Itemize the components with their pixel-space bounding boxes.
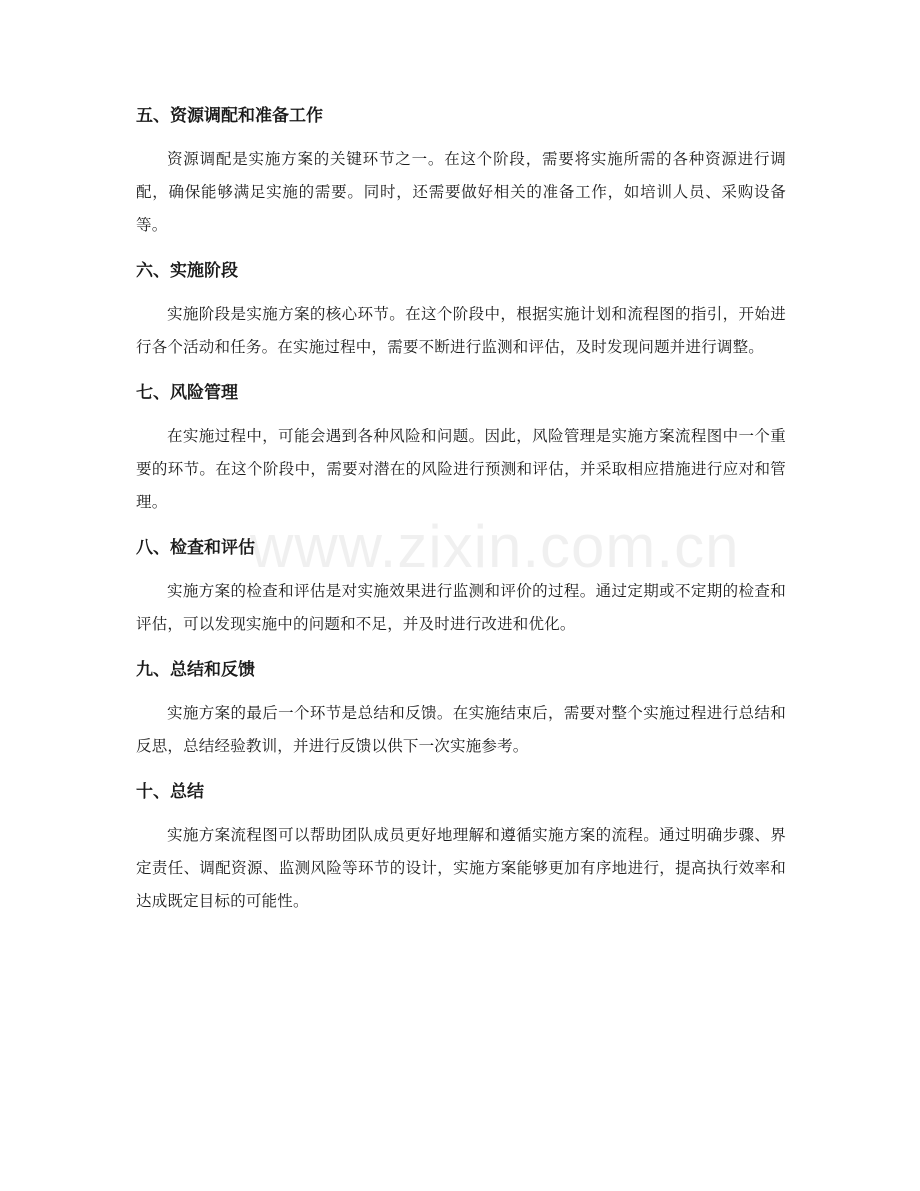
section-heading-10: 十、总结 — [136, 782, 204, 802]
section-body-8: 实施方案的检查和评估是对实施效果进行监测和评价的过程。通过定期或不定期的检查和评估，可以发现实施中的问题和不足，并及时进行改进和优化。 — [136, 582, 786, 633]
section-heading-5: 五、资源调配和准备工作 — [136, 106, 323, 126]
document-content — [136, 104, 786, 935]
section-heading-9: 九、总结和反馈 — [136, 660, 255, 680]
section-body-10: 实施方案流程图可以帮助团队成员更好地理解和遵循实施方案的流程。通过明确步骤、界定责任、调配资源、监测风险等环节的设计，实施方案能够更加有序地进行，提高执行效率和达成既定目标的可能性。 — [136, 826, 786, 910]
section-heading-8: 八、检查和评估 — [136, 538, 255, 558]
section-body-5: 资源调配是实施方案的关键环节之一。在这个阶段，需要将实施所需的各种资源进行调配，确保能够满足实施的需要。同时，还需要做好相关的准备工作，如培训人员、采购设备等。 — [136, 150, 786, 234]
watermark: www.zixin.com.cn — [250, 513, 740, 580]
section-heading-6: 六、实施阶段 — [136, 261, 238, 281]
section-heading-7: 七、风险管理 — [136, 383, 238, 403]
section-body-6: 实施阶段是实施方案的核心环节。在这个阶段中，根据实施计划和流程图的指引，开始进行各个活动和任务。在实施过程中，需要不断进行监测和评估，及时发现问题并进行调整。 — [136, 305, 786, 356]
section-body-7: 在实施过程中，可能会遇到各种风险和问题。因此，风险管理是实施方案流程图中一个重要的环节。在这个阶段中，需要对潜在的风险进行预测和评估，并采取相应措施进行应对和管理。 — [136, 427, 786, 511]
section-body-9: 实施方案的最后一个环节是总结和反馈。在实施结束后，需要对整个实施过程进行总结和反思，总结经验教训，并进行反馈以供下一次实施参考。 — [136, 704, 786, 755]
